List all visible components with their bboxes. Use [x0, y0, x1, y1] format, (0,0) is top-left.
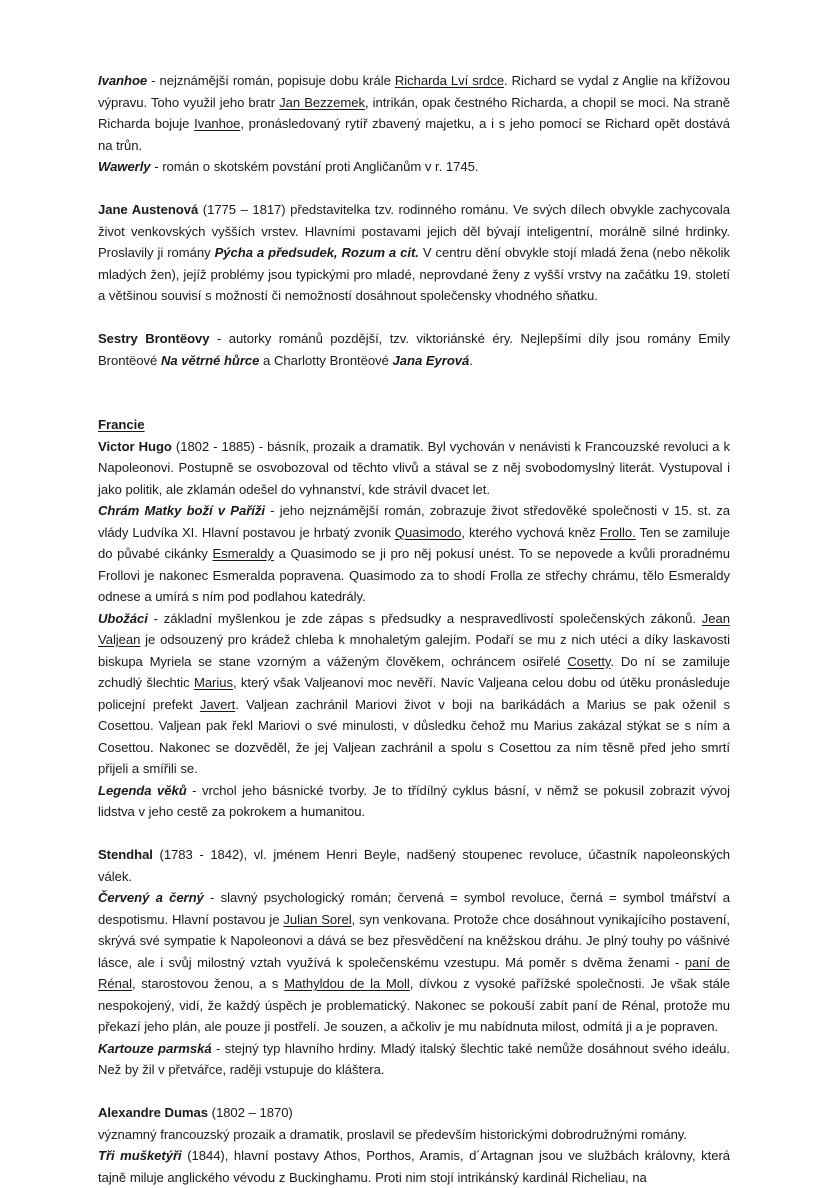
- text-run: - základní myšlenkou je zde zápas s předsudky a nespravedlivostí společenských zákonů.: [147, 610, 702, 626]
- text-run: , starostovou ženou, a s: [131, 976, 285, 991]
- text-run: .: [469, 352, 473, 368]
- text-run: Stendhal: [98, 847, 153, 862]
- text-run: Marius: [193, 675, 233, 690]
- text-run: (1844), hlavní postavy Athos, Porthos, Aramis, d´Artagnan jsou ve službách královny, která tajně miluje anglického vévodu z Buckinghamu. Proti nim stojí intrikánský kardinál Richeliau, na: [98, 1148, 730, 1185]
- text-run: - stejný typ hlavního hrdiny. Mladý italský šlechtic také nemůže dosáhnout svého ideálu. Než by žil v přetvářce, raději vstupuje do kláštera.: [98, 1040, 730, 1077]
- text-run: - vrchol jeho básnické tvorby. Je to třídílný cyklus básní, v němž se pokusil zobrazit vývoj lidstva v jeho cestě za pokrokem a humanitou.: [98, 782, 730, 819]
- text-run: - slavný psychologický román; červená = symbol revoluce, černá = symbol tmářství a despotismu. Hlavní postavou je: [98, 890, 730, 927]
- paragraph-stendhal: [98, 844, 730, 887]
- paragraph-legenda-veku: [98, 780, 730, 823]
- text-run: Jean Valjean: [98, 610, 730, 647]
- text-run: Legenda věků: [98, 782, 187, 798]
- text-run: Frollo.: [599, 524, 636, 540]
- text-run: a Quasimodo se ji pro něj pokusí unést. To se nepovede a kvůli proradnému Frollovi je nakonec Esmeralda popravena. Quasimodo za to shodí Frolla ze střechy chrámu, tělo Esmeraldy odnese a umírá s ním pod podlahou katedrály.: [98, 546, 730, 604]
- paragraph-spacer: [98, 307, 730, 329]
- paragraph-chram-matky-bozi: [98, 500, 730, 608]
- paragraph-ivanhoe: [98, 70, 730, 156]
- text-run: Esmeraldy: [212, 546, 274, 561]
- text-run: - nejznámější román, popisuje dobu krále: [147, 73, 395, 88]
- text-run: Javert: [199, 696, 236, 712]
- text-run: a Charlotty Brontëové: [259, 352, 393, 368]
- paragraph-spacer: [98, 178, 730, 200]
- text-run: . Valjean zachránil Mariovi život v boji na barikádách a Marius se pak oženil s Cosettou. Valjean pak řekl Mariovi o své minulosti, v důsledku čehož mu Marius zakázal stýkat se s ním a Cosettou. Nakonec se dozvěděl, že jej Valjean zachránil a spolu s Cosettou za ním těsně před jeho smrtí přijeli a smířili se.: [98, 696, 730, 776]
- text-run: Ubožáci: [98, 610, 148, 626]
- text-run: (1775 – 1817) představitelka tzv. rodinného románu. Ve svých dílech obvykle zachycovala život venkovských vyšších vrstev. Hlavními postavami jejich děl bývají inteligentní, morálně silné hrdinky. Proslavily ji romány: [98, 202, 730, 260]
- text-run: - autorky románů pozdější, tzv. viktoriánské éry. Nejlepšími díly jsou romány Emily Brontëové: [98, 331, 730, 368]
- text-run: Na větrné hůrce: [160, 352, 260, 368]
- text-run: , intrikán, opak čestného Richarda, a chopil se moci. Na straně Richarda bojuje: [98, 94, 730, 131]
- text-run: Pýcha a předsudek, Rozum a cit.: [214, 245, 419, 260]
- text-run: , který však Valjeanovi moc nevěří. Navíc Valjeana celou dobu od útěku pronásleduje policejní prefekt: [98, 675, 730, 712]
- text-run: Chrám Matky boží v Paříži: [98, 503, 265, 518]
- text-run: Tři mušketýři: [98, 1148, 182, 1163]
- text-run: Jana Eyrová: [392, 352, 470, 368]
- text-run: Richarda Lví srdce: [394, 73, 504, 88]
- paragraph-spacer: [98, 371, 730, 414]
- paragraph-bronte-sisters: [98, 328, 730, 371]
- paragraph-cerveny-a-cerny: [98, 887, 730, 1038]
- text-run: Ten se zamiluje do půvabé cikánky: [98, 524, 730, 561]
- text-run: , pronásledovaný rytíř zbavený majetku, a i s jeho pomocí se Richard opět dostává na trůn.: [98, 116, 730, 153]
- text-run: V centru dění obvykle stojí mladá žena (nebo několik mladých žen), jejíž problémy jsou typickými pro mladé, neprovdané ženy z vyšší vrstvy na začátku 19. století a většinou souvisí s možností či nemožností dosáhnout společensky vhodného sňatku.: [98, 245, 730, 303]
- text-run: Victor Hugo: [98, 438, 172, 454]
- text-run: , dívkou z vysoké pařížské společnosti. Je však stále nespokojený, vidí, že každý úspěch je problematický. Nakonec se pokouší zabít paní de Rénal, protože mu překazí jeho plán, ale pouze ji postřelí. Je souzen, a ačkoliv je mu nabídnuta milost, odmítá ji a je popraven.: [98, 976, 730, 1034]
- text-run: (1802 – 1870): [207, 1105, 293, 1120]
- paragraph-ubozaci: [98, 608, 730, 780]
- text-run: Cosetty: [567, 653, 611, 669]
- paragraph-alexandre-dumas-name: [98, 1102, 730, 1124]
- text-run: - jeho nejznámější román, zobrazuje život středověké společnosti v 15. st. za vlády Ludvíka XI. Hlavní postavou je hrbatý zvonik: [98, 503, 731, 540]
- text-run: Wawerly: [98, 159, 151, 174]
- text-run: (1783 - 1842), vl. jménem Henri Beyle, nadšený stoupenec revoluce, účastník napoleonských válek.: [98, 847, 730, 884]
- text-run: Jane Austenová: [98, 202, 199, 217]
- text-run: Mathyldou de la Moll: [284, 976, 410, 991]
- paragraph-spacer: [98, 1081, 730, 1103]
- paragraph-jane-austen: [98, 199, 730, 307]
- section-heading-francie: Francie: [98, 417, 145, 432]
- text-run: je odsouzený pro krádež chleba k mnohaletým galejím. Podaří se mu z nich utéci a díky laskavosti biskupa Myriela se stane vzorným a váženým člověkem, ochráncem osiřelé: [98, 632, 730, 669]
- text-run: významný francouzský prozaik a dramatik, proslavil se především historickými dobrodružnými romány.: [98, 1126, 687, 1142]
- text-run: paní de Rénal: [98, 954, 730, 991]
- text-run: Červený a černý: [98, 890, 204, 905]
- paragraph-wawerly: [98, 156, 730, 178]
- text-run: . Richard se vydal z Anglie na křížovou výpravu. Toho využil jeho bratr: [98, 73, 730, 110]
- text-run: , syn venkovana. Protože chce dosáhnout vynikajícího postavení, skrývá své sympatie k Napoleonovi a dává se bez přesvědčení na kněžskou dráhu. Je plný touhy po vášnivé lásce, ale i svůj milostný vztah využívá k společenskému vzestupu. Má poměr s dvěma ženami -: [98, 911, 730, 970]
- text-run: Jan Bezzemek: [279, 94, 365, 110]
- text-run: . Do ní se zamiluje zchudlý šlechtic: [98, 653, 730, 690]
- text-run: Ivanhoe: [194, 116, 241, 131]
- text-run: , kterého vychová kněz: [461, 524, 600, 540]
- text-run: Kartouze parmská: [98, 1040, 212, 1056]
- paragraph-alexandre-dumas-description: [98, 1124, 730, 1146]
- text-run: Ivanhoe: [98, 73, 148, 88]
- paragraph-tri-musketyri: [98, 1145, 730, 1188]
- paragraph-victor-hugo: [98, 436, 730, 501]
- text-run: Julian Sorel: [283, 911, 352, 927]
- document-text-body: [98, 70, 730, 1188]
- text-run: (1802 - 1885) - básník, prozaik a dramatik. Byl vychován v nenávisti k Francouzské revoluci a k Napoleonovi. Postupně se osvobozoval od těchto vlivů a stával se z něj svobodomyslný literát. Vystupoval i jako politik, ale zklamán odešel do vyhnanství, kde strávil dvacet let.: [98, 438, 730, 497]
- paragraph-spacer: [98, 823, 730, 845]
- text-run: Quasimodo: [394, 524, 462, 540]
- paragraph-kartouze-parmska: [98, 1038, 730, 1081]
- text-run: Alexandre Dumas: [98, 1105, 208, 1120]
- text-run: - román o skotském povstání proti Angličanům v r. 1745.: [150, 159, 479, 174]
- text-run: Sestry Brontëovy: [98, 331, 210, 346]
